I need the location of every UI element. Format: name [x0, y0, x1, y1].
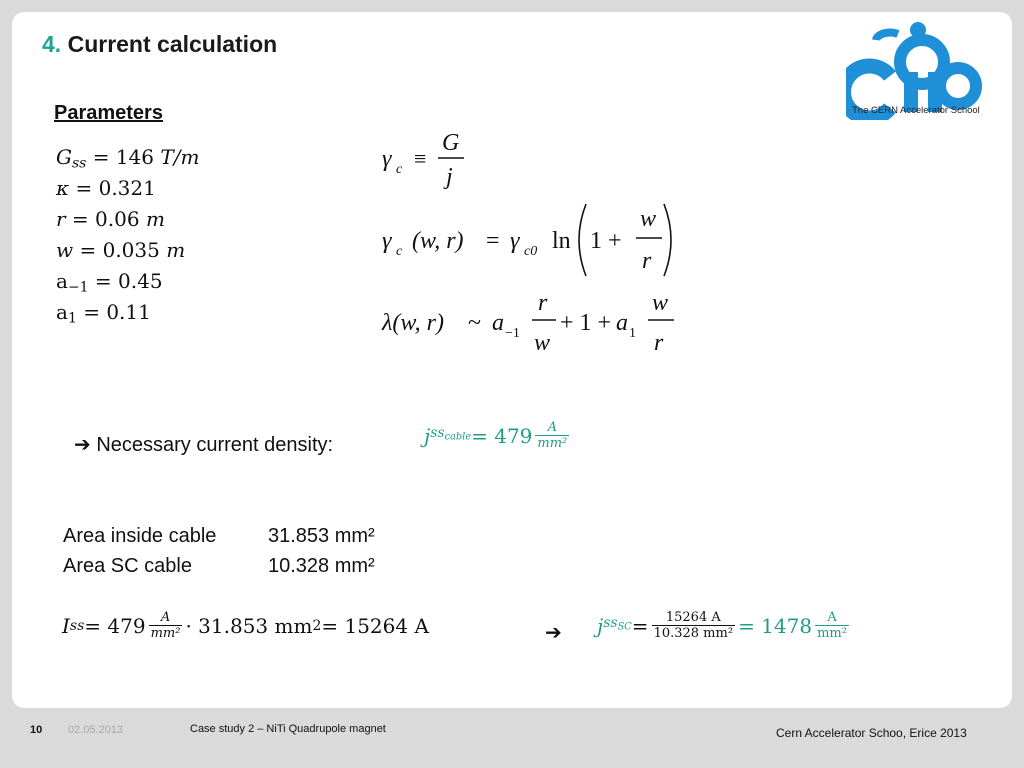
eq-term: · 31.853 mm — [185, 613, 313, 638]
formula-subscript: c0 — [524, 244, 538, 259]
param-subscript: 1 — [67, 310, 77, 327]
fraction-denominator: mm² — [537, 436, 568, 451]
parameter-list — [56, 142, 199, 328]
footer-date: 02.05.2013 — [68, 724, 124, 736]
logo-caption: The CERN Accelerator School — [852, 105, 980, 116]
formula-coefficient: a — [492, 310, 504, 336]
parameter-row — [56, 235, 199, 266]
parameter-row — [56, 173, 199, 204]
formula-subscript: c — [396, 244, 403, 259]
sc-density-equation — [597, 610, 852, 641]
formula-denominator: r — [642, 248, 652, 274]
footer-page-number: 10 — [30, 724, 43, 736]
value-fraction — [652, 610, 736, 641]
formula-denominator: w — [534, 330, 551, 356]
eq-subscript-part: ss — [603, 615, 618, 632]
arrow-right-icon: ➔ — [74, 434, 91, 456]
param-subscript: −1 — [67, 279, 89, 296]
formula-symbol: γ — [510, 228, 520, 254]
formula-args: (w, r) — [412, 228, 464, 254]
formula-symbol: γ — [382, 146, 392, 172]
title-text: Current calculation — [67, 31, 278, 57]
parameter-row — [56, 204, 199, 235]
eq-symbol: j — [597, 613, 604, 638]
slide-title — [42, 31, 277, 58]
fraction-numerator: A — [547, 420, 558, 435]
formula-ln: ln — [552, 228, 571, 254]
param-unit: m — [166, 238, 186, 262]
parameter-row — [56, 297, 199, 328]
fraction-numerator: A — [827, 610, 837, 625]
arrow-right-icon: ➔ — [545, 622, 562, 644]
parameter-row — [56, 266, 199, 297]
eq-subsubscript: SC — [617, 621, 632, 633]
formula-numerator: w — [640, 206, 657, 232]
param-subscript: ss — [71, 155, 87, 172]
formula-operator: = — [486, 228, 500, 254]
formula-operator: ~ — [468, 310, 481, 336]
eq-result: = 1478 — [738, 613, 813, 638]
formula-term: + 1 + — [560, 310, 612, 336]
eq-operator: = — [631, 613, 649, 638]
param-unit: m — [145, 207, 165, 231]
param-value: = 0.321 — [69, 176, 156, 200]
eq-subscript-part: ss — [430, 425, 445, 442]
area-row — [63, 551, 375, 581]
param-symbol: κ — [56, 176, 70, 200]
param-unit: T/m — [160, 145, 200, 169]
density-equation — [424, 420, 572, 451]
formula-subscript: 1 — [629, 326, 636, 341]
fraction-numerator: 15264 A — [665, 610, 721, 625]
parameters-heading: Parameters — [54, 102, 163, 124]
area-row — [63, 521, 375, 551]
formula-numerator: w — [652, 290, 669, 316]
area-table — [63, 521, 375, 581]
fraction-denominator: mm² — [150, 626, 181, 641]
eq-symbol: I — [62, 613, 70, 638]
param-symbol: a — [56, 300, 68, 324]
formula-denominator: r — [654, 330, 664, 356]
unit-fraction — [535, 420, 569, 451]
parameter-row — [56, 142, 199, 173]
eq-value: = 479 — [471, 423, 533, 448]
eq-symbol: j — [424, 423, 431, 448]
eq-subsubscript: cable — [444, 431, 472, 443]
fraction-numerator: A — [160, 610, 171, 625]
footer-event: Cern Accelerator Schoo, Erice 2013 — [776, 726, 967, 740]
formula-block — [372, 120, 692, 365]
param-value: = 0.11 — [76, 300, 151, 324]
formula-coefficient: a — [616, 310, 628, 336]
param-value: = 0.45 — [88, 269, 163, 293]
param-symbol: G — [56, 145, 72, 169]
formula-subscript: −1 — [505, 326, 520, 341]
eq-subscript — [430, 425, 472, 443]
eq-subscript — [603, 615, 632, 633]
formula-denominator: j — [446, 164, 453, 190]
param-symbol: w — [56, 238, 74, 262]
area-value: 31.853 mm² — [268, 525, 375, 547]
eq-result: = 15264 A — [321, 613, 429, 638]
formula-numerator: G — [442, 130, 460, 156]
formula-operator: ≡ — [414, 146, 427, 171]
param-value: = 0.035 — [73, 238, 167, 262]
fraction-denominator: mm² — [817, 626, 847, 641]
title-number: 4. — [42, 31, 62, 57]
area-label: Area SC cable — [63, 555, 192, 577]
area-label: Area inside cable — [63, 525, 217, 547]
formula-term: 1 + — [590, 228, 622, 254]
density-label: Necessary current density: — [96, 434, 334, 456]
formula-symbol: λ(w, r) — [382, 310, 444, 336]
formula-symbol: γ — [382, 228, 392, 254]
eq-value: = 479 — [84, 613, 146, 638]
formula-numerator: r — [538, 290, 548, 316]
paren-left — [579, 204, 586, 276]
footer-case-title: Case study 2 – NiTi Quadrupole magnet — [190, 723, 386, 735]
area-value: 10.328 mm² — [268, 555, 375, 577]
formula-lambda — [381, 290, 674, 356]
formula-subscript: c — [396, 162, 403, 177]
param-symbol: r — [56, 207, 66, 231]
unit-fraction — [149, 610, 183, 641]
formula-gamma-function — [382, 204, 671, 276]
param-value: = 0.06 — [65, 207, 146, 231]
param-value: = 146 — [86, 145, 161, 169]
unit-fraction — [815, 610, 849, 641]
paren-right — [664, 204, 671, 276]
param-symbol: a — [56, 269, 68, 293]
density-label-row — [74, 432, 333, 457]
fraction-denominator: 10.328 mm² — [653, 626, 734, 641]
formula-gamma-definition — [382, 130, 464, 190]
current-equation: I ss = 479 $\frac{A}{\text{mm²}}$ · 31.853 mm 2 = 15264 A — [62, 610, 429, 641]
